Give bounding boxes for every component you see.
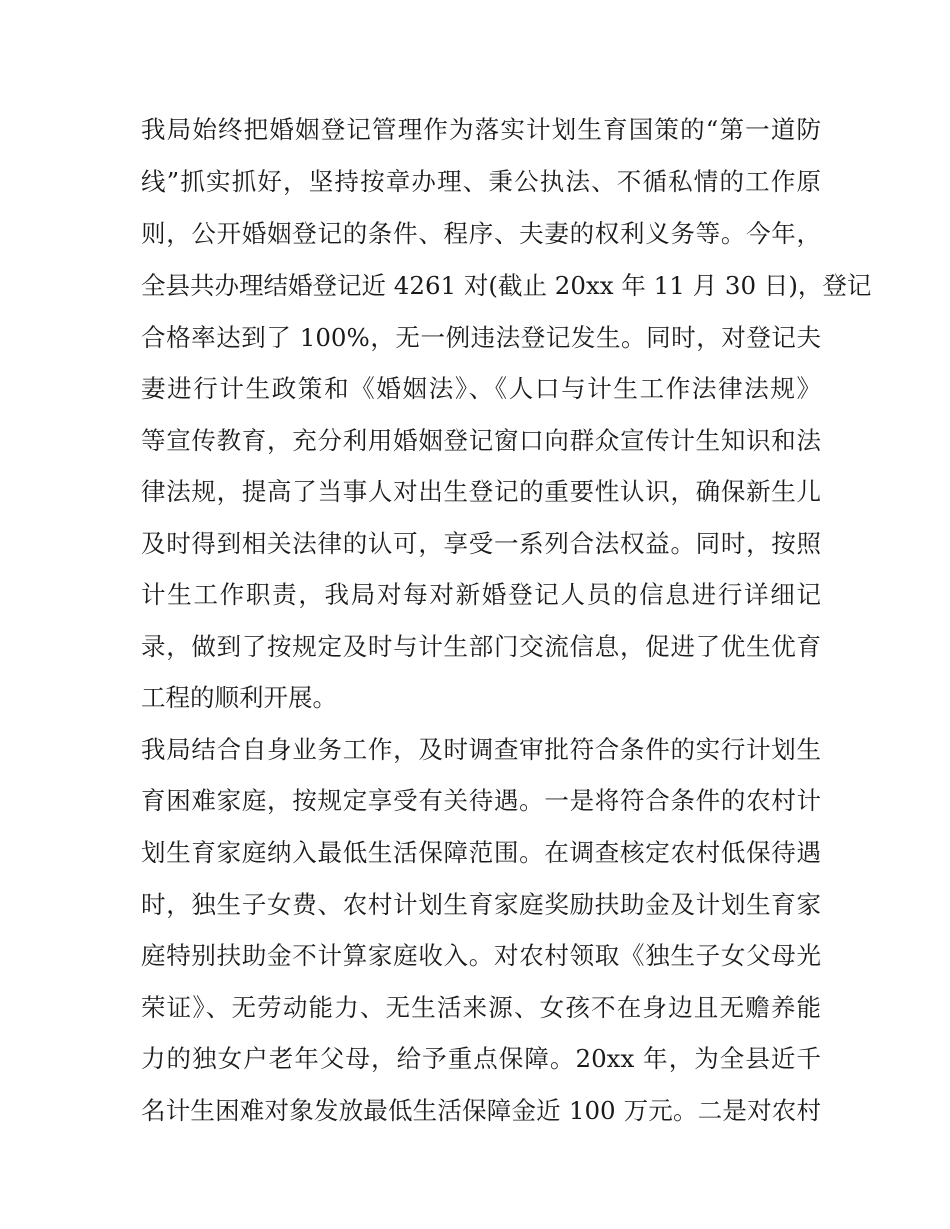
paragraph-1-line-4: 全县共办理结婚登记近 4261 对(截止 20xx 年 11 月 30 日)，登记 — [141, 271, 872, 300]
paragraph-2-line-7: 力的独女户老年父母，给予重点保障。20xx 年，为全县近千 — [141, 1044, 821, 1073]
paragraph-1-line-11: 录，做到了按规定及时与计生部门交流信息，促进了优生优育 — [141, 632, 821, 661]
paragraph-2-line-2: 育困难家庭，按规定享受有关待遇。一是将符合条件的农村计 — [141, 786, 821, 815]
paragraph-1-line-1: 我局始终把婚姻登记管理作为落实计划生育国策的“第一道防 — [141, 115, 821, 144]
paragraph-1-line-9: 及时得到相关法律的认可，享受一系列合法权益。同时，按照 — [141, 529, 821, 558]
paragraph-1-line-12: 工程的顺利开展。 — [141, 683, 337, 712]
paragraph-2-line-8: 名计生困难对象发放最低生活保障金近 100 万元。二是对农村 — [141, 1096, 821, 1125]
paragraph-1-line-3: 则，公开婚姻登记的条件、程序、夫妻的权利义务等。今年， — [141, 219, 821, 248]
paragraph-2-line-6: 荣证》、无劳动能力、无生活来源、女孩不在身边且无赡养能 — [141, 993, 821, 1022]
paragraph-2-line-1: 我局结合自身业务工作，及时调查审批符合条件的实行计划生 — [141, 735, 821, 764]
paragraph-2-line-5: 庭特别扶助金不计算家庭收入。对农村领取《独生子女父母光 — [141, 941, 821, 970]
paragraph-1-line-2: 线”抓实抓好，坚持按章办理、秉公执法、不循私情的工作原 — [141, 167, 821, 196]
paragraph-1-line-7: 等宣传教育，充分利用婚姻登记窗口向群众宣传计生知识和法 — [141, 426, 821, 455]
paragraph-1-line-6: 妻进行计生政策和《婚姻法》、《人口与计生工作法律法规》 — [141, 374, 821, 403]
paragraph-1-line-5: 合格率达到了 100%，无一例违法登记发生。同时，对登记夫 — [141, 323, 821, 352]
paragraph-1-line-8: 律法规，提高了当事人对出生登记的重要性认识，确保新生儿 — [141, 477, 821, 506]
paragraph-2-line-3: 划生育家庭纳入最低生活保障范围。在调查核定农村低保待遇 — [141, 838, 821, 867]
paragraph-1-line-10: 计生工作职责，我局对每对新婚登记人员的信息进行详细记 — [141, 580, 821, 609]
paragraph-2-line-4: 时，独生子女费、农村计划生育家庭奖励扶助金及计划生育家 — [141, 890, 821, 919]
